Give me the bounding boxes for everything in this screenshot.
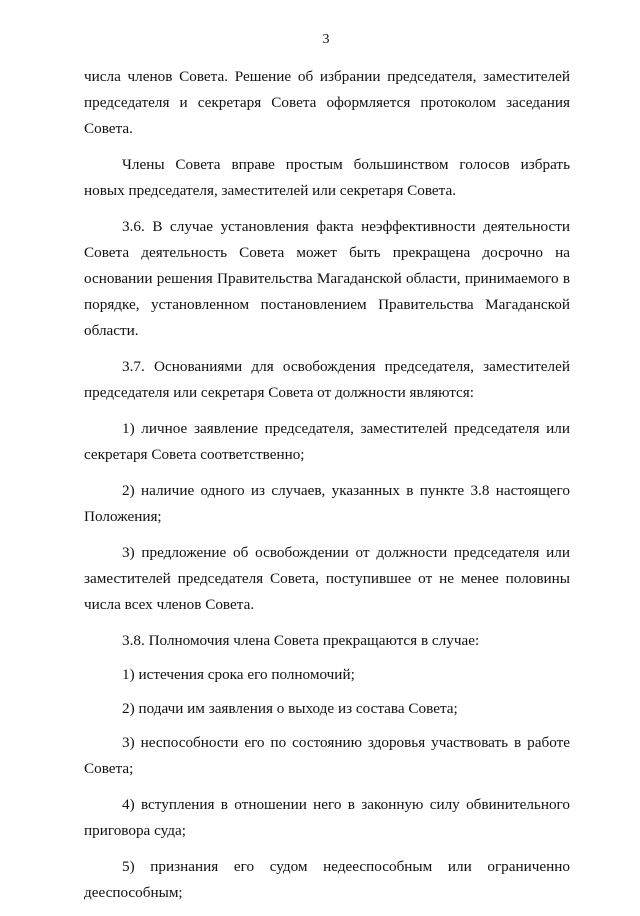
paragraph: 2) подачи им заявления о выходе из состава Совета;: [122, 700, 458, 717]
paragraph: 3) предложение об освобождении от должности председателя или заместителей председателя Совета, поступившее от не менее половины числа всех членов Совета.: [84, 544, 570, 613]
paragraph: 3.8. Полномочия члена Совета прекращаются в случае:: [122, 632, 480, 649]
paragraph: числа членов Совета. Решение об избрании председателя, заместителей председателя и секретаря Совета оформляется протоколом заседания Совета.: [84, 68, 570, 137]
paragraph: Члены Совета вправе простым большинством голосов избрать новых председателя, заместителей или секретаря Совета.: [84, 156, 570, 199]
paragraph: 3.6. В случае установления факта неэффективности деятельности Совета деятельность Совета может быть прекращена досрочно на основании решения Правительства Магаданской области, принимаемого в порядке, установленном постановлением Правительства Магаданской области.: [84, 218, 570, 339]
paragraph: 4) вступления в отношении него в законную силу обвинительного приговора суда;: [84, 796, 570, 839]
paragraph: 3) неспособности его по состоянию здоровья участвовать в работе Совета;: [84, 734, 570, 777]
page-number: 3: [322, 32, 330, 47]
paragraph: 3.7. Основаниями для освобождения председателя, заместителей председателя или секретаря Совета от должности являются:: [84, 358, 570, 401]
document-body: [84, 64, 570, 916]
paragraph: 5) признания его судом недееспособным или ограниченно дееспособным;: [84, 858, 570, 901]
paragraph: 2) наличие одного из случаев, указанных в пункте 3.8 настоящего Положения;: [84, 482, 570, 525]
paragraph: 1) личное заявление председателя, заместителей председателя или секретаря Совета соответственно;: [84, 420, 570, 463]
paragraph: 1) истечения срока его полномочий;: [122, 666, 355, 683]
